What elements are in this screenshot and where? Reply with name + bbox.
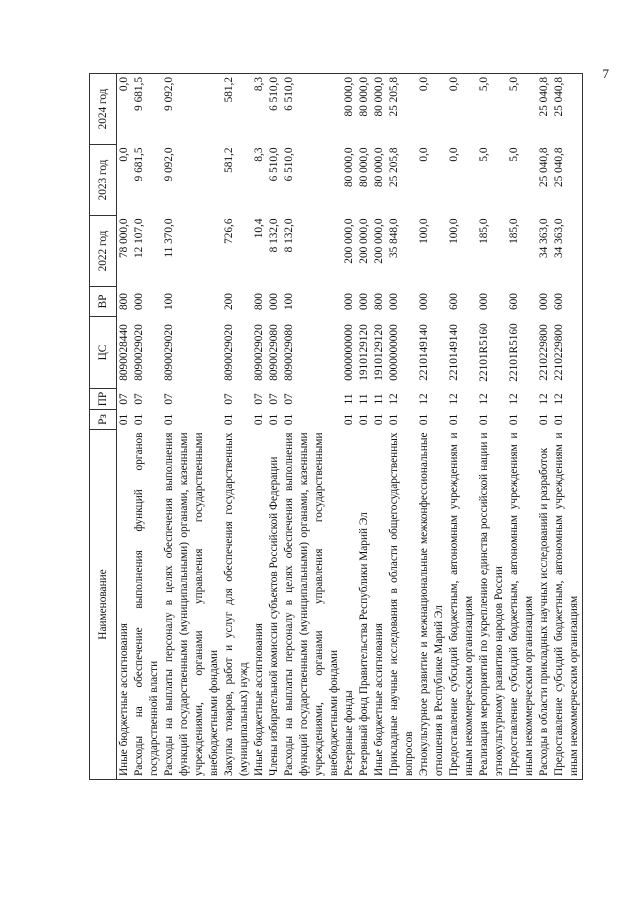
row-2022: 10,4 bbox=[253, 218, 265, 239]
row-2022: 100,0 bbox=[418, 218, 430, 244]
row-2024: 25 040,8 bbox=[552, 74, 583, 145]
header-2023: 2023 год bbox=[90, 145, 117, 216]
table-row bbox=[507, 74, 537, 780]
row-2024: 9 681,5 bbox=[132, 74, 162, 145]
row-vr: 600 bbox=[508, 293, 520, 310]
table-row bbox=[537, 74, 552, 780]
row-vr: 800 bbox=[118, 293, 130, 310]
row-name: Расходы на обеспечение выполнения функций органов государственной власти bbox=[132, 430, 162, 780]
budget-table bbox=[89, 73, 583, 780]
row-2024: 9 092,0 bbox=[162, 74, 222, 145]
row-2023: 581,2 bbox=[223, 147, 235, 173]
row-pr: 07 bbox=[118, 393, 130, 405]
header-cs: ЦС bbox=[90, 317, 117, 389]
budget-table-rotated bbox=[89, 74, 614, 780]
row-cs: 8090029020 bbox=[163, 324, 175, 381]
row-rz: 01 bbox=[448, 413, 460, 426]
row-cs: 2210229800 bbox=[552, 317, 583, 389]
row-vr: 000 bbox=[358, 293, 370, 310]
table-row bbox=[387, 74, 417, 780]
row-2024: 80 000,0 bbox=[372, 74, 387, 145]
row-cs: 8090028440 bbox=[118, 324, 130, 381]
row-vr: 000 bbox=[478, 293, 490, 310]
table-row bbox=[417, 74, 447, 780]
table-row bbox=[252, 74, 267, 780]
row-cs: 22101R5160 bbox=[508, 323, 520, 382]
header-vr: ВР bbox=[90, 287, 117, 317]
row-name: Прикладные научные исследования в области общегосударственных вопросов bbox=[387, 430, 417, 780]
row-2024: 80 000,0 bbox=[357, 74, 372, 145]
table-row bbox=[132, 74, 162, 780]
row-2022: 12 107,0 bbox=[133, 218, 145, 259]
header-name: Наименование bbox=[90, 430, 117, 780]
row-2024: 0,0 bbox=[117, 74, 133, 145]
row-2023: 80 000,0 bbox=[373, 147, 385, 188]
row-cs: 8090029020 bbox=[253, 324, 265, 381]
row-vr: 600 bbox=[448, 293, 460, 310]
row-2023: 25 040,8 bbox=[552, 145, 583, 216]
table-row bbox=[267, 74, 282, 780]
row-2022: 100,0 bbox=[448, 218, 460, 244]
row-2022: 35 848,0 bbox=[388, 218, 400, 259]
row-2023: 6 510,0 bbox=[283, 147, 295, 182]
row-2022: 8 132,0 bbox=[283, 218, 295, 253]
table-row bbox=[162, 74, 222, 780]
row-2023: 0,0 bbox=[118, 147, 130, 162]
row-rz: 01 bbox=[133, 413, 145, 426]
row-name: Иные бюджетные ассигнования bbox=[372, 430, 387, 780]
row-pr: 12 bbox=[478, 393, 490, 405]
row-rz: 01 bbox=[118, 413, 130, 426]
row-rz: 01 bbox=[343, 413, 355, 426]
row-2023: 5,0 bbox=[478, 147, 490, 162]
row-2023: 6 510,0 bbox=[268, 147, 280, 182]
row-cs: 1910129120 bbox=[373, 324, 385, 381]
row-2023: 80 000,0 bbox=[343, 147, 355, 188]
row-cs: 2210149140 bbox=[448, 324, 460, 381]
row-vr: 000 bbox=[268, 293, 280, 310]
row-2024: 0,0 bbox=[447, 74, 477, 145]
row-2022: 34 363,0 bbox=[538, 218, 550, 259]
row-2023: 0,0 bbox=[418, 147, 430, 162]
table-row bbox=[477, 74, 507, 780]
row-rz: 01 bbox=[163, 413, 175, 426]
row-name: Закупка товаров, работ и услуг для обеспечения государственных (муниципальных) нужд bbox=[222, 430, 252, 780]
page-number: 7 bbox=[602, 66, 609, 81]
row-cs: 8090029080 bbox=[268, 324, 280, 381]
row-2022: 200 000,0 bbox=[343, 218, 355, 264]
row-2024: 6 510,0 bbox=[282, 74, 342, 145]
row-vr: 600 bbox=[552, 287, 583, 317]
row-2024: 5,0 bbox=[477, 74, 507, 145]
row-cs: 2210229800 bbox=[538, 324, 550, 381]
row-name: Расходы на выплаты персоналу в целях обеспечения выполнения функций государственными (муниципальными) органами, казенными учреждениями, органами управления государственными внебюджетными фондами bbox=[282, 430, 342, 780]
row-2024: 5,0 bbox=[507, 74, 537, 145]
row-2024: 581,2 bbox=[222, 74, 252, 145]
table-row bbox=[222, 74, 252, 780]
row-cs: 8090029020 bbox=[223, 324, 235, 381]
row-2024: 0,0 bbox=[417, 74, 447, 145]
row-rz: 01 bbox=[253, 413, 265, 426]
row-2023: 25 205,8 bbox=[388, 147, 400, 188]
table-row bbox=[342, 74, 357, 780]
row-pr: 11 bbox=[373, 393, 385, 405]
row-2024: 25 205,8 bbox=[387, 74, 417, 145]
row-pr: 07 bbox=[268, 393, 280, 405]
row-rz: 01 bbox=[552, 410, 583, 430]
row-pr: 11 bbox=[343, 393, 355, 405]
table-row bbox=[447, 74, 477, 780]
row-pr: 07 bbox=[163, 393, 175, 405]
table-header-row bbox=[90, 74, 117, 780]
row-name: Реализация мероприятий по укреплению единства российской нации и этнокультурному развитию народов России bbox=[477, 430, 507, 780]
row-2022: 185,0 bbox=[478, 218, 490, 244]
row-rz: 01 bbox=[373, 413, 385, 426]
row-pr: 07 bbox=[223, 393, 235, 405]
row-2024: 25 040,8 bbox=[537, 74, 552, 145]
row-pr: 07 bbox=[253, 393, 265, 405]
row-2022: 726,6 bbox=[223, 218, 235, 244]
row-cs: 0000000000 bbox=[343, 324, 355, 381]
header-2022: 2022 год bbox=[90, 216, 117, 287]
row-cs: 0000000000 bbox=[388, 324, 400, 381]
row-2023: 8,3 bbox=[253, 147, 265, 162]
row-cs: 2210149140 bbox=[418, 324, 430, 381]
row-vr: 000 bbox=[133, 293, 145, 310]
row-2022: 200 000,0 bbox=[358, 218, 370, 264]
row-pr: 12 bbox=[448, 393, 460, 405]
row-name: Расходы на выплаты персоналу в целях обеспечения выполнения функций государственными (муниципальными) органами, казенными учреждениями, органами управления государственными внебюджетными фондами bbox=[162, 430, 222, 780]
row-pr: 12 bbox=[388, 393, 400, 405]
row-name: Расходы в области прикладных научных исследований и разработок bbox=[537, 430, 552, 780]
table-row bbox=[372, 74, 387, 780]
table-row bbox=[117, 74, 133, 780]
row-rz: 01 bbox=[508, 413, 520, 426]
row-name: Предоставление субсидий бюджетным, автономным учреждениям и иным некоммерческим организациям bbox=[552, 430, 583, 780]
row-2022: 78 000,0 bbox=[118, 218, 130, 259]
row-2023: 80 000,0 bbox=[358, 147, 370, 188]
row-vr: 100 bbox=[163, 293, 175, 310]
row-pr: 11 bbox=[358, 393, 370, 405]
row-cs: 22101R5160 bbox=[478, 323, 490, 382]
row-pr: 12 bbox=[538, 393, 550, 405]
row-name: Предоставление субсидий бюджетным, автономным учреждениям и иным некоммерческим организациям bbox=[447, 430, 477, 780]
row-2023: 9 681,5 bbox=[133, 147, 145, 182]
row-vr: 000 bbox=[418, 293, 430, 310]
row-cs: 8090029080 bbox=[283, 324, 295, 381]
row-rz: 01 bbox=[283, 413, 295, 426]
header-pr: ПР bbox=[90, 389, 117, 410]
row-name: Иные бюджетные ассигнования bbox=[117, 430, 133, 780]
row-name: Иные бюджетные ассигнования bbox=[252, 430, 267, 780]
row-name: Предоставление субсидий бюджетным, автономным учреждениям и иным некоммерческим организациям bbox=[507, 430, 537, 780]
row-rz: 01 bbox=[538, 413, 550, 426]
row-2022: 185,0 bbox=[508, 218, 520, 244]
row-2022: 8 132,0 bbox=[268, 218, 280, 253]
row-vr: 100 bbox=[283, 293, 295, 310]
header-2024: 2024 год bbox=[90, 74, 117, 145]
row-2024: 8,3 bbox=[252, 74, 267, 145]
row-2024: 6 510,0 bbox=[267, 74, 282, 145]
row-2022: 34 363,0 bbox=[552, 216, 583, 287]
row-cs: 1910129120 bbox=[358, 324, 370, 381]
row-name: Члены избирательной комиссии субъектов Российской Федерации bbox=[267, 430, 282, 780]
row-2023: 5,0 bbox=[508, 147, 520, 162]
table-row bbox=[282, 74, 342, 780]
row-vr: 000 bbox=[343, 293, 355, 310]
row-rz: 01 bbox=[418, 413, 430, 426]
row-vr: 800 bbox=[373, 293, 385, 310]
row-pr: 12 bbox=[552, 389, 583, 410]
row-name: Резервные фонды bbox=[342, 430, 357, 780]
row-rz: 01 bbox=[478, 413, 490, 426]
row-vr: 800 bbox=[253, 293, 265, 310]
row-rz: 01 bbox=[358, 413, 370, 426]
row-2024: 80 000,0 bbox=[342, 74, 357, 145]
row-pr: 07 bbox=[283, 393, 295, 405]
header-rz: Рз bbox=[90, 410, 117, 430]
row-pr: 12 bbox=[418, 393, 430, 405]
row-cs: 8090029020 bbox=[133, 324, 145, 381]
row-2023: 25 040,8 bbox=[538, 147, 550, 188]
row-vr: 000 bbox=[388, 293, 400, 310]
row-rz: 01 bbox=[388, 413, 400, 426]
table-row bbox=[357, 74, 372, 780]
row-vr: 200 bbox=[223, 293, 235, 310]
row-rz: 01 bbox=[268, 413, 280, 426]
row-name: Этнокультурное развитие и межнациональные межконфессиональные отношения в Республике Марий Эл bbox=[417, 430, 447, 780]
row-2022: 200 000,0 bbox=[373, 218, 385, 264]
row-pr: 07 bbox=[133, 393, 145, 405]
row-2023: 0,0 bbox=[448, 147, 460, 162]
table-row bbox=[552, 74, 583, 780]
row-rz: 01 bbox=[223, 413, 235, 426]
row-2022: 11 370,0 bbox=[163, 218, 175, 258]
row-2023: 9 092,0 bbox=[163, 147, 175, 182]
row-vr: 000 bbox=[538, 293, 550, 310]
row-name: Резервный фонд Правительства Республики Марий Эл bbox=[357, 430, 372, 780]
row-pr: 12 bbox=[508, 393, 520, 405]
